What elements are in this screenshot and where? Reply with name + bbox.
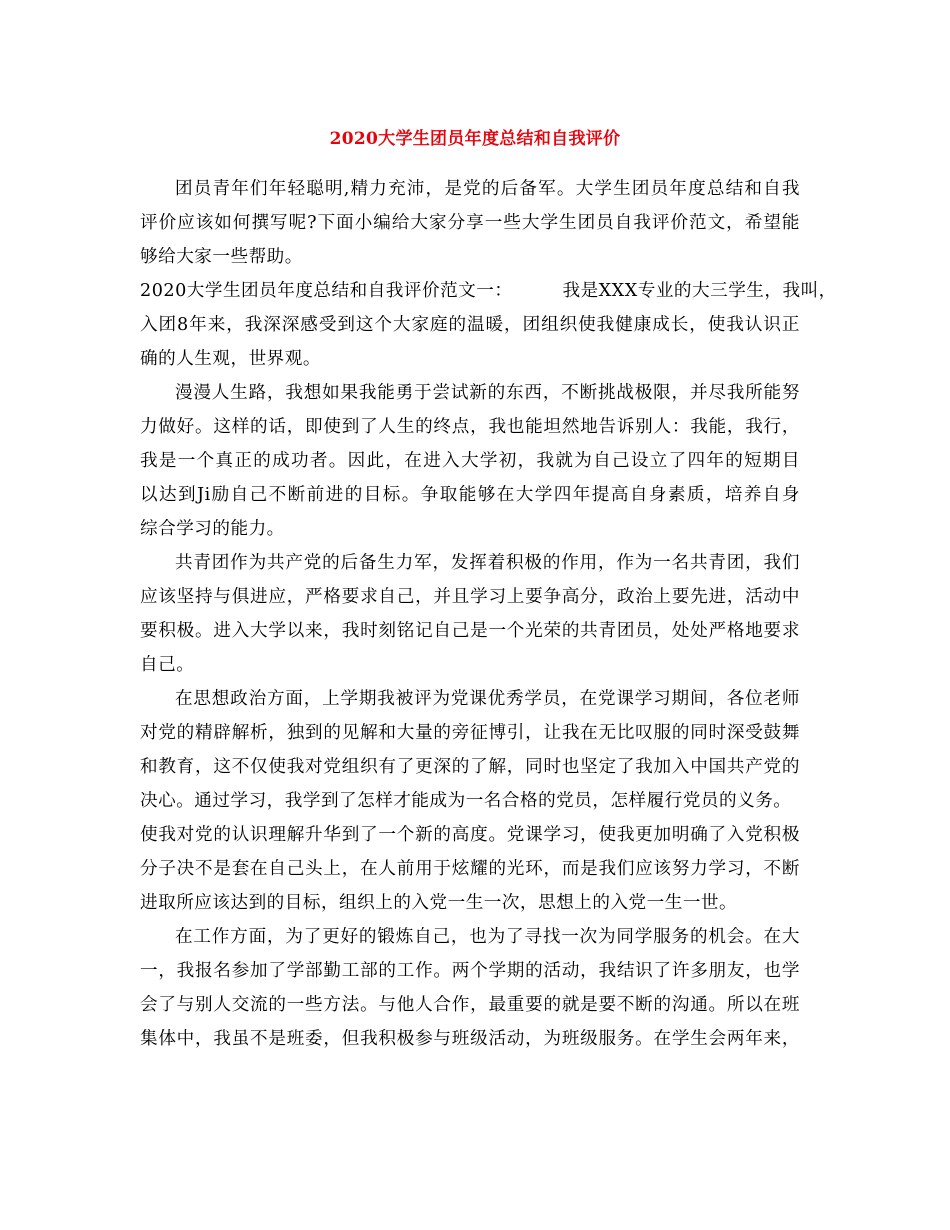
text-line: 共青团作为共产党的后备生力军，发挥着积极的作用，作为一名共青团，我们 bbox=[175, 553, 800, 573]
section-heading: 2020大学生团员年度总结和自我评价范文一： bbox=[140, 281, 513, 301]
text-line-combined bbox=[140, 274, 837, 308]
text-line: 入团8年来，我深深感受到这个大家庭的温暖，团组织使我健康成长，使我认识正 bbox=[140, 315, 800, 335]
text-line: 使我对党的认识理解升华到了一个新的高度。党课学习，使我更加明确了入党积极 bbox=[140, 825, 800, 845]
text-line: 漫漫人生路，我想如果我能勇于尝试新的东西，不断挑战极限，并尽我所能努 bbox=[175, 383, 800, 403]
text-line: 自己。 bbox=[140, 655, 195, 675]
text-line: 够给大家一些帮助。 bbox=[140, 247, 303, 267]
text-line: 分子决不是套在自己头上，在人前用于炫耀的光环，而是我们应该努力学习，不断 bbox=[140, 859, 800, 879]
text-line: 一，我报名参加了学部勤工部的工作。两个学期的活动，我结识了许多朋友，也学 bbox=[140, 961, 800, 981]
text-line: 评价应该如何撰写呢?下面小编给大家分享一些大学生团员自我评价范文，希望能 bbox=[140, 213, 800, 233]
text-line: 决心。通过学习，我学到了怎样才能成为一名合格的党员，怎样履行党员的义务。 bbox=[140, 791, 792, 811]
text-line: 在思想政治方面，上学期我被评为党课优秀学员，在党课学习期间，各位老师 bbox=[175, 689, 800, 709]
text-line: 确的人生观，世界观。 bbox=[140, 349, 321, 369]
text-line: 集体中，我虽不是班委，但我积极参与班级活动，为班级服务。在学生会两年来， bbox=[140, 1029, 800, 1049]
text-line: 和教育，这不仅使我对党组织有了更深的了解，同时也坚定了我加入中国共产党的 bbox=[140, 757, 800, 777]
text-line: 我是XXX专业的大三学生，我叫， bbox=[562, 281, 837, 301]
document-title: 2020大学生团员年度总结和自我评价 bbox=[329, 129, 621, 149]
text-line: 我是一个真正的成功者。因此，在进入大学初，我就为自己设立了四年的短期目 bbox=[140, 451, 800, 471]
text-line: 进取所应该达到的目标，组织上的入党一生一次，思想上的入党一生一世。 bbox=[140, 893, 738, 913]
text-line: 在工作方面，为了更好的锻炼自己，也为了寻找一次为同学服务的机会。在大 bbox=[175, 927, 800, 947]
text-line: 以达到Ji励自己不断前进的目标。争取能够在大学四年提高自身素质，培养自身 bbox=[140, 485, 800, 505]
text-line: 团员青年们年轻聪明,精力充沛，是党的后备军。大学生团员年度总结和自我 bbox=[175, 179, 800, 199]
text-line: 应该坚持与俱进应，严格要求自己，并且学习上要争高分，政治上要先进，活动中 bbox=[140, 587, 800, 607]
text-line: 会了与别人交流的一些方法。与他人合作，最重要的就是要不断的沟通。所以在班 bbox=[140, 995, 800, 1015]
text-line: 要积极。进入大学以来，我时刻铭记自己是一个光荣的共青团员，处处严格地要求 bbox=[140, 621, 800, 641]
text-line: 对党的精辟解析，独到的见解和大量的旁征博引，让我在无比叹服的同时深受鼓舞 bbox=[140, 723, 800, 743]
text-line: 综合学习的能力。 bbox=[140, 519, 285, 539]
text-line: 力做好。这样的话，即使到了人生的终点，我也能坦然地告诉别人：我能，我行， bbox=[140, 417, 800, 437]
document-body bbox=[140, 172, 837, 1056]
